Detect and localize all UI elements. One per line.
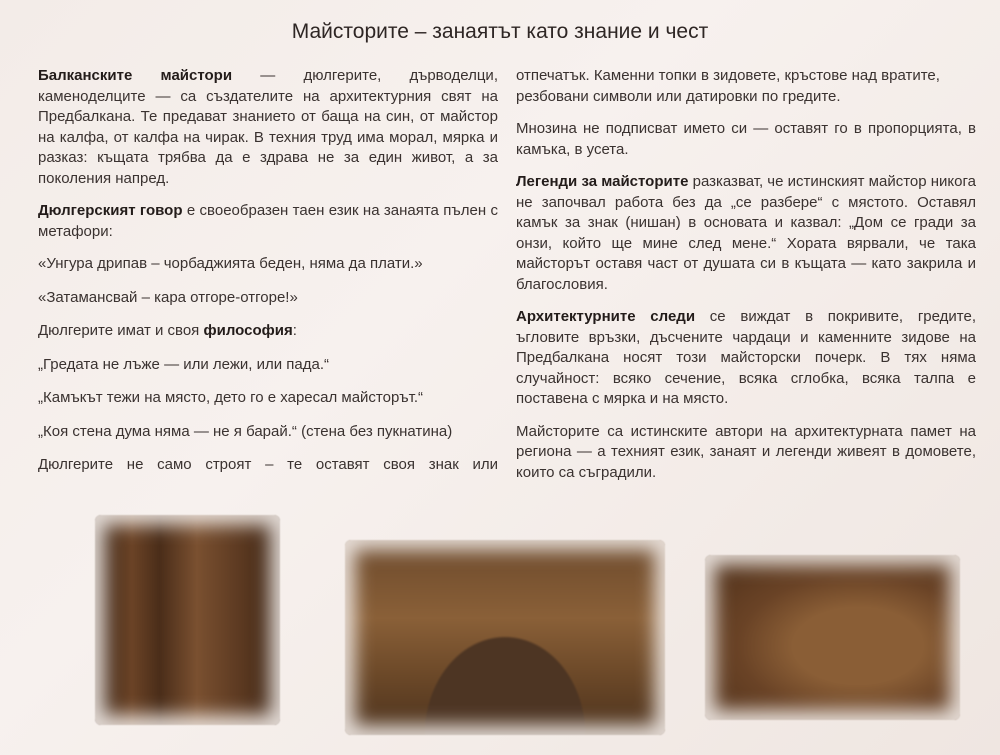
paragraph-imprint: отпечатък. Каменни топки в зидовете, кръстове над вратите, резбовани символи или датировки по гредите. bbox=[516, 67, 940, 105]
paragraph-text: — дюлгерите, дърводелци, каменоделците — са създателите на архитектурния свят на Предбалкана. Те предават знанието от баща на син, от майстор на калфа, от калфа на чирак. В техния труд има морал, мярка и разказ: къщата трябва да е здрава не за един живот, а за поколения напред. bbox=[38, 67, 498, 187]
paragraph-signature: Мнозина не подписват името си — оставят го в пропорцията, в камъка, в усета. bbox=[516, 120, 976, 158]
paragraph-philosophy bbox=[38, 321, 498, 342]
bold-lead: Легенди за майсторите bbox=[516, 173, 689, 190]
quote-text: „Коя стена дума няма — не я барай.“ bbox=[38, 422, 297, 440]
quote-1: «Унгура дрипав – чорбаджията беден, няма да плати.» bbox=[38, 255, 423, 272]
paragraph-text: се виждат в покривите, гредите, ъгловите връзки, дъсчените чардаци и каменните зидове на Предбалкана носят този майсторски почерк. В тях няма случайност: всяко сечение, всяка сглобка, всяка талпа е поставена с мярка и на място. bbox=[516, 308, 976, 407]
paragraph-legends bbox=[516, 172, 976, 295]
photo-carved-detail bbox=[705, 555, 960, 720]
punctuation: : bbox=[292, 322, 297, 339]
panel-title: Майсторите – занаятът като знание и чест bbox=[291, 20, 709, 43]
paragraph-conclusion: Майсторите са истинските автори на архитектурната памет на региона — а техният език, занаят и легенди живеят в домовете, които са съградили. bbox=[516, 422, 976, 481]
quote-2: «Затамансвай – кара отгоре-отгоре!» bbox=[38, 288, 298, 306]
photo-carved-door bbox=[95, 515, 280, 725]
quote-note: (стена без пукнатина) bbox=[296, 422, 453, 440]
paragraph-traces bbox=[516, 307, 976, 410]
bold-word: философия bbox=[203, 322, 293, 339]
bold-lead: Архитектурните следи bbox=[516, 308, 696, 325]
quote-4: „Камъкът тежи на място, дето го е харесал майсторът.“ bbox=[38, 389, 424, 406]
photo-carved-arch bbox=[345, 540, 665, 735]
paragraph-text: разказват, че истинският майстор никога не започвал работа без да „се разбере“ с мястото. Оставял камък за знак (нишан) в основата и казвал: „Дом се гради за онзи, който ще мине след мене.“ Хората вярвали, че така майсторът оставя част от душата си в къщата — като закрила и благословия. bbox=[516, 173, 976, 293]
bold-lead: Дюлгерският говор bbox=[38, 202, 183, 219]
left-column bbox=[38, 66, 498, 488]
paragraph-jargon bbox=[38, 201, 498, 242]
paragraph-masters bbox=[38, 66, 498, 189]
paragraph-sign: Дюлгерите не само строят – те оставят своя знак или bbox=[38, 456, 498, 473]
quote-3: „Гредата не лъже — или лежи, или пада.“ bbox=[38, 355, 329, 373]
paragraph-text: Дюлгерите имат и своя bbox=[38, 322, 204, 339]
paragraph-text: е своеобразен таен език на занаята пълен с метафори: bbox=[38, 202, 498, 240]
quote-5 bbox=[38, 422, 498, 443]
right-column bbox=[516, 66, 976, 495]
bold-lead: Балканските майстори bbox=[38, 67, 233, 84]
